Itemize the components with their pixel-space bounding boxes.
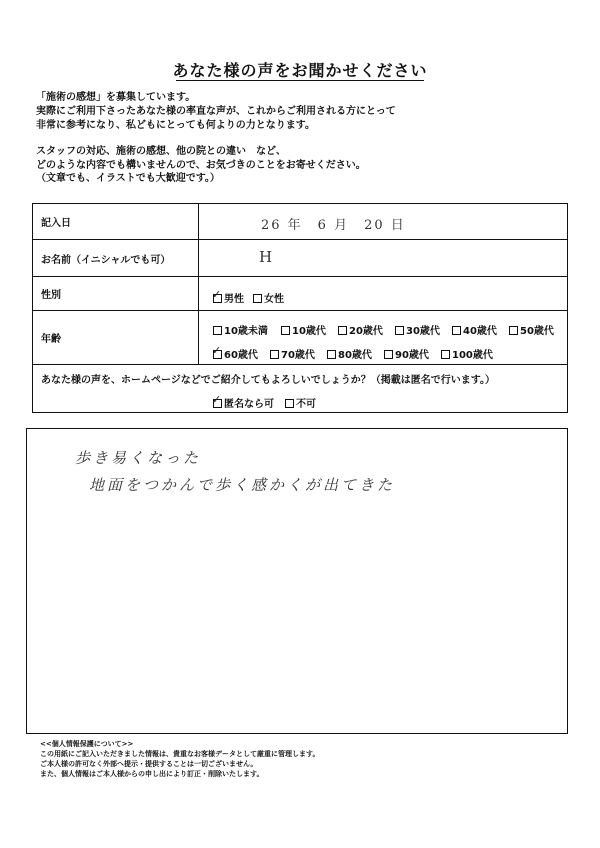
checkbox-icon xyxy=(281,326,290,335)
age-option-100s[interactable]: 100歳代 xyxy=(441,346,493,361)
age-option-60s[interactable]: ✓ 60歳代 xyxy=(212,344,258,361)
date-value: 26 年 6 月 20 日 xyxy=(261,218,406,233)
comment-area[interactable] xyxy=(26,428,568,734)
intro-paragraph xyxy=(36,91,396,133)
intro-paragraph-2 xyxy=(36,145,366,186)
consent-question: あなた様の声を、ホームページなどでご紹介してもよろしいでしょうか？（掲載は匿名で行います。） xyxy=(41,375,495,386)
title-underline xyxy=(176,80,424,81)
gender-options xyxy=(199,277,567,310)
age-option-90s[interactable]: 90歳代 xyxy=(384,346,429,361)
notice-line: ご本人様の許可なく外部へ提示・提供することは一切ございません。 xyxy=(40,760,258,768)
checkbox-icon xyxy=(270,350,279,359)
checkbox-icon xyxy=(213,326,222,335)
checkbox-icon xyxy=(338,326,347,335)
age-row xyxy=(33,311,567,365)
name-label: お名前（イニシャルでも可） xyxy=(33,240,199,276)
comment-line: 歩き易くなった xyxy=(75,449,202,467)
age-option-70s[interactable]: 70歳代 xyxy=(270,346,315,361)
gender-row xyxy=(33,277,567,311)
page-title: あなた様の声をお聞かせください xyxy=(172,61,428,80)
date-field[interactable] xyxy=(199,204,567,239)
consent-option-anonymous-ok[interactable]: ✓ 匿名なら可 xyxy=(212,393,274,410)
notice-line: この用紙にご記入いただきました情報は、貴重なお客様データとして厳重に管理します。 xyxy=(40,750,320,758)
checkbox-icon xyxy=(212,288,222,303)
check-mark-icon: ✓ xyxy=(212,288,222,301)
intro-line: 非常に参考になり、私どもにとっても何よりの力となります。 xyxy=(36,120,315,131)
checkbox-icon xyxy=(395,326,404,335)
intro-line: （文章でも、イラストでも大歓迎です。） xyxy=(36,173,220,184)
age-option-30s[interactable]: 30歳代 xyxy=(395,322,440,337)
comment-line: 地面をつかんで歩く感かくが出てきた xyxy=(89,476,396,494)
checkbox-icon xyxy=(212,344,222,359)
intro-line: スタッフの対応、施術の感想、他の院との違い など、 xyxy=(36,146,286,157)
intro-line: どのような内容でも構いませんので、お気づきのことをお寄せください。 xyxy=(36,159,366,171)
date-label: 記入日 xyxy=(33,204,199,239)
age-option-under10[interactable]: 10歳未満 xyxy=(213,322,268,337)
gender-option-male[interactable]: ✓ 男性 xyxy=(212,288,244,305)
privacy-notice xyxy=(40,739,319,779)
consent-row xyxy=(33,365,567,412)
name-value: H xyxy=(259,248,273,266)
date-row xyxy=(33,204,567,240)
consent-option-not-allowed[interactable]: 不可 xyxy=(285,395,316,410)
checkbox-icon xyxy=(384,350,393,359)
checkbox-icon xyxy=(285,399,294,408)
checkbox-icon xyxy=(452,326,461,335)
notice-heading: <<個人情報保護について>> xyxy=(40,740,134,748)
age-option-80s[interactable]: 80歳代 xyxy=(327,346,372,361)
age-option-40s[interactable]: 40歳代 xyxy=(452,322,497,337)
age-label: 年齢 xyxy=(33,311,199,364)
age-option-20s[interactable]: 20歳代 xyxy=(338,322,383,337)
checkbox-icon xyxy=(509,326,518,335)
name-row xyxy=(33,240,567,277)
notice-line: また、個人情報はご本人様からの申し出により訂正・削除いたします。 xyxy=(40,770,264,778)
gender-label: 性別 xyxy=(33,277,199,310)
intro-line: 「施術の感想」を募集しています。 xyxy=(36,92,196,103)
check-mark-icon: ✓ xyxy=(212,393,222,406)
checkbox-icon xyxy=(212,393,222,408)
age-option-10s[interactable]: 10歳代 xyxy=(281,322,326,337)
intro-line: 実際にご利用下さったあなた様の率直な声が、これからご利用される方にとって xyxy=(36,106,396,117)
age-options xyxy=(199,311,567,364)
survey-form xyxy=(32,203,568,413)
age-option-50s[interactable]: 50歳代 xyxy=(509,322,554,337)
checkbox-icon xyxy=(327,350,336,359)
check-mark-icon: ✓ xyxy=(212,344,222,357)
checkbox-icon xyxy=(441,350,450,359)
gender-option-female[interactable]: 女性 xyxy=(253,290,284,305)
checkbox-icon xyxy=(253,294,262,303)
name-field[interactable] xyxy=(199,240,567,276)
